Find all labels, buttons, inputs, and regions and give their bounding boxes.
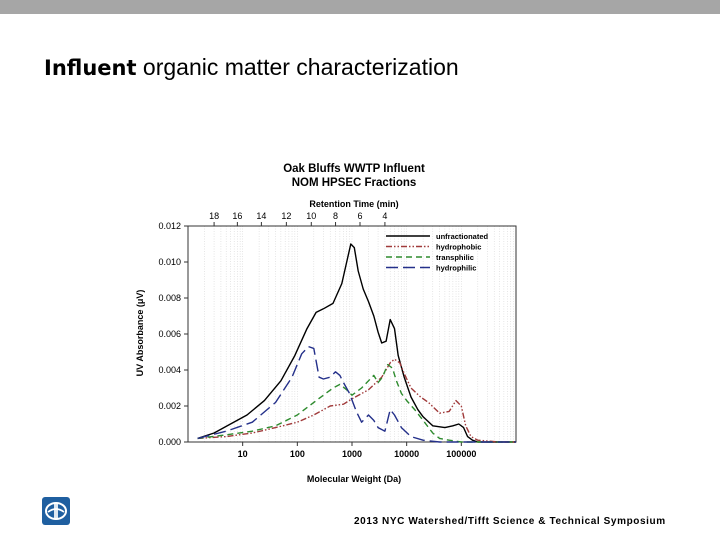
chart-subtitle: NOM HPSEC Fractions [291,177,417,189]
x-tick-label: 10000 [394,449,420,459]
footer-text: 2013 NYC Watershed/Tifft Science & Technical Symposium [354,516,666,527]
top-tick-label: 4 [382,211,388,221]
hpsec-chart [120,150,540,490]
y-tick-label: 0.006 [158,329,181,339]
legend-label-unfractionated: unfractionated [436,232,489,241]
top-tick-label: 8 [333,211,339,221]
chart-container [120,150,540,490]
top-axis-label: Retention Time (min) [309,199,399,209]
slide-title-rest: organic matter characterization [142,54,459,80]
top-bar [0,0,720,14]
top-tick-label: 12 [281,211,292,221]
y-tick-label: 0.010 [158,257,181,267]
y-axis-label: UV Absorbance (μV) [135,289,145,377]
x-tick-label: 10 [237,449,248,459]
x-tick-label: 100 [289,449,305,459]
x-tick-label: 1000 [341,449,363,459]
y-tick-label: 0.000 [158,437,181,447]
legend-label-hydrophobic: hydrophobic [436,242,482,252]
top-tick-label: 18 [209,211,220,221]
water-drop-seal-icon [42,497,70,525]
top-tick-label: 6 [357,211,363,221]
y-tick-label: 0.012 [158,221,181,231]
slide-title-bold: Influent [44,56,137,80]
slide-title [44,54,459,81]
legend-label-hydrophilic: hydrophilic [436,263,477,273]
x-tick-label: 100000 [446,449,477,459]
legend-label-transphilic: transphilic [436,253,474,262]
plot-layer [158,211,516,459]
top-tick-label: 16 [232,211,243,221]
chart-title: Oak Bluffs WWTP Influent [283,163,425,175]
top-tick-label: 10 [306,211,317,221]
y-tick-label: 0.002 [158,401,181,411]
top-tick-label: 14 [256,211,267,221]
y-tick-label: 0.004 [158,365,181,375]
y-tick-label: 0.008 [158,293,181,303]
x-axis-label: Molecular Weight (Da) [306,474,402,484]
